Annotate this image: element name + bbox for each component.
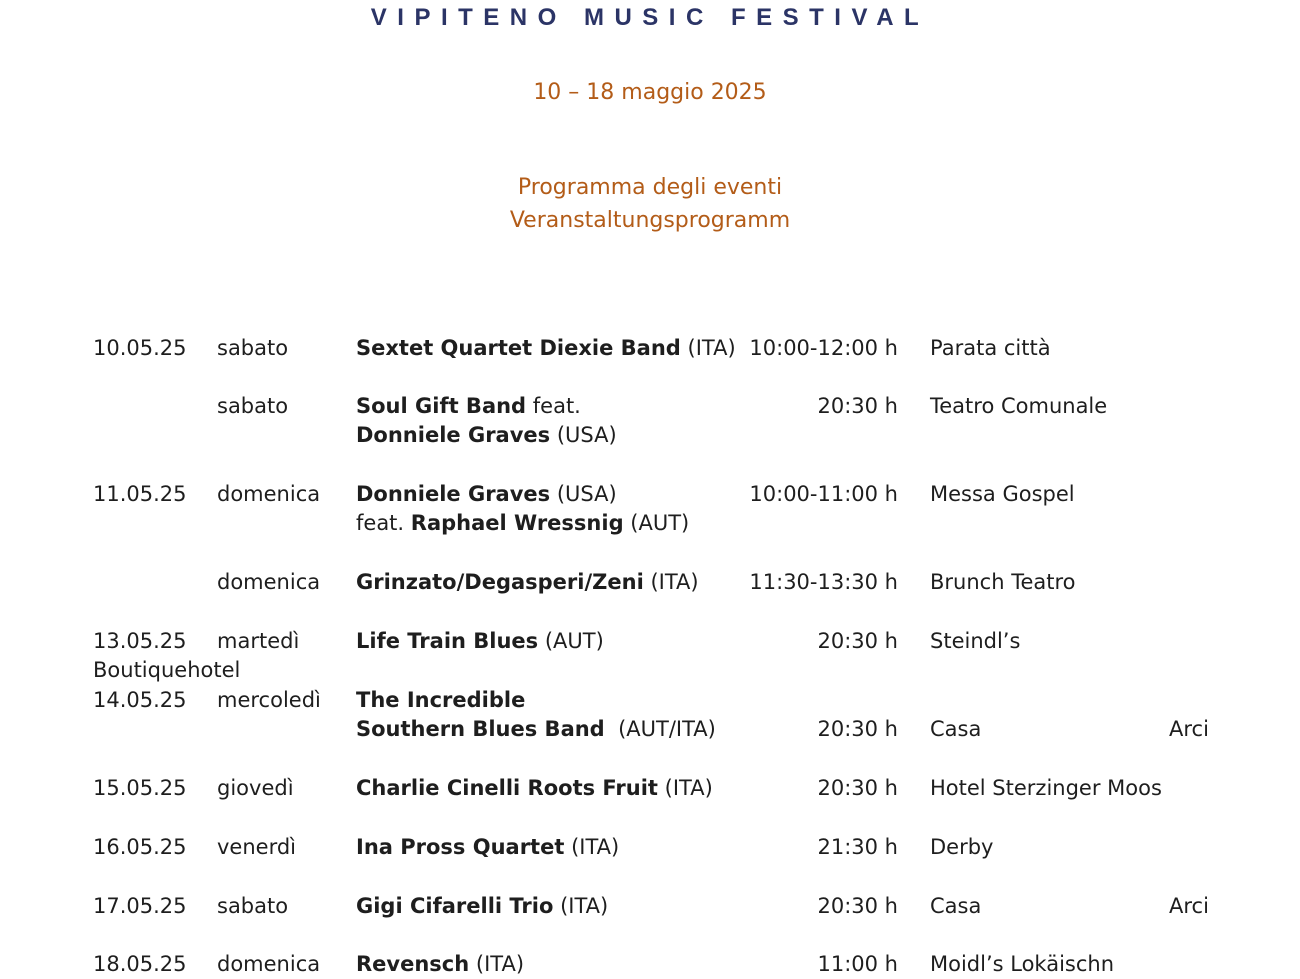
event-artist <box>356 568 699 597</box>
event-artist <box>356 774 713 803</box>
event-time: 20:30 h <box>817 394 898 418</box>
event-time: 20:30 h <box>817 894 898 918</box>
event-venue: Teatro Comunale <box>930 394 1108 418</box>
event-venue: Parata città <box>930 336 1051 360</box>
program-title-german: Veranstaltungsprogramm <box>509 208 791 233</box>
event-venue: Messa Gospel <box>930 482 1075 506</box>
event-time: 21:30 h <box>817 835 898 859</box>
artist-name: The Incredible <box>356 688 526 712</box>
artist-name: Southern Blues Band <box>356 717 605 741</box>
event-date: 10.05.25 <box>93 336 187 360</box>
event-venue: Moidl’s Lokäischn <box>930 952 1115 976</box>
event-time: 11:30-13:30 h <box>749 570 898 594</box>
event-venue: Casa <box>930 717 982 741</box>
artist-origin: (AUT/ITA) <box>604 717 716 741</box>
event-venue: Derby <box>930 835 994 859</box>
event-weekday: sabato <box>217 394 289 418</box>
artist-origin: (ITA) <box>643 570 699 594</box>
artist-origin: (AUT) <box>623 511 690 535</box>
event-venue: Hotel Sterzinger Moos <box>930 776 1162 800</box>
event-artist-line2 <box>356 715 716 744</box>
event-artist <box>356 686 525 715</box>
event-date: 17.05.25 <box>93 894 187 918</box>
event-weekday: domenica <box>217 482 321 506</box>
artist-name: Sextet Quartet Diexie Band <box>356 336 681 360</box>
artist-name: Soul Gift Band <box>356 394 527 418</box>
event-artist <box>356 833 619 862</box>
event-time: 11:00 h <box>817 952 898 976</box>
event-time: 10:00-11:00 h <box>749 482 898 506</box>
event-date: 13.05.25 <box>93 629 187 653</box>
artist-origin: (ITA) <box>680 336 736 360</box>
artist-name: Grinzato/Degasperi/Zeni <box>356 570 644 594</box>
artist-origin: (AUT) <box>538 629 604 653</box>
event-date: 16.05.25 <box>93 835 187 859</box>
event-artist <box>356 480 617 509</box>
event-venue-wrap: Boutiquehotel <box>93 658 241 682</box>
artist-origin: (ITA) <box>553 894 609 918</box>
event-venue: Brunch Teatro <box>930 570 1076 594</box>
event-artist <box>356 892 608 921</box>
program-title-italian: Programma degli eventi <box>517 175 783 200</box>
event-artist <box>356 627 604 656</box>
event-date: 15.05.25 <box>93 776 187 800</box>
event-artist-line2 <box>356 421 617 450</box>
event-venue-extra: Arci <box>1169 717 1209 741</box>
event-weekday: venerdì <box>217 835 297 859</box>
event-artist <box>356 392 581 421</box>
event-weekday: sabato <box>217 336 289 360</box>
event-weekday: martedì <box>217 629 300 653</box>
artist-origin: (ITA) <box>469 952 525 976</box>
festival-title: VIPITENO MUSIC FESTIVAL <box>370 4 930 31</box>
artist-origin: (USA) <box>550 423 617 447</box>
artist-name: Donniele Graves <box>356 482 551 506</box>
festival-date-range: 10 – 18 maggio 2025 <box>533 80 767 105</box>
event-time: 10:00-12:00 h <box>749 336 898 360</box>
event-artist <box>356 334 736 363</box>
event-venue: Steindl’s <box>930 629 1021 653</box>
artist-origin: (ITA) <box>564 835 620 859</box>
event-date: 18.05.25 <box>93 952 187 976</box>
artist-name: Revensch <box>356 952 470 976</box>
artist-name: Life Train Blues <box>356 629 539 653</box>
event-weekday: mercoledì <box>217 688 321 712</box>
event-venue: Casa <box>930 894 982 918</box>
event-weekday: giovedì <box>217 776 294 800</box>
event-date: 14.05.25 <box>93 688 187 712</box>
event-weekday: domenica <box>217 570 321 594</box>
artist-feat: feat. <box>526 394 581 418</box>
event-artist-line2 <box>356 509 689 538</box>
artist-origin: (ITA) <box>657 776 713 800</box>
artist-name: Charlie Cinelli Roots Fruit <box>356 776 658 800</box>
event-time: 20:30 h <box>817 629 898 653</box>
artist-name: Ina Pross Quartet <box>356 835 565 859</box>
event-weekday: domenica <box>217 952 321 976</box>
artist-name: Donniele Graves <box>356 423 551 447</box>
artist-name: Gigi Cifarelli Trio <box>356 894 554 918</box>
artist-origin: (USA) <box>550 482 617 506</box>
event-time: 20:30 h <box>817 776 898 800</box>
event-venue-extra: Arci <box>1169 894 1209 918</box>
event-time: 20:30 h <box>817 717 898 741</box>
event-date: 11.05.25 <box>93 482 187 506</box>
artist-name: Raphael Wressnig <box>410 511 624 535</box>
event-weekday: sabato <box>217 894 289 918</box>
artist-feat: feat. <box>356 511 411 535</box>
